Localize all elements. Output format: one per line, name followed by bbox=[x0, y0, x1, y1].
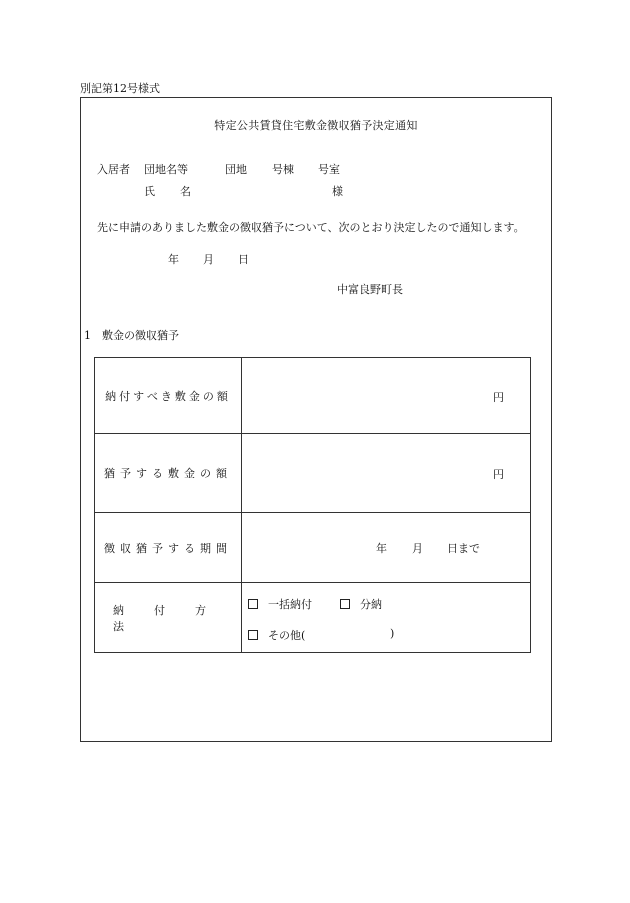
date-month-label: 月 bbox=[203, 253, 214, 266]
payable-amount-unit: 円 bbox=[493, 391, 504, 404]
table-row-deferred-amount bbox=[95, 434, 530, 513]
option-installment-label: 分納 bbox=[360, 598, 382, 611]
date-year-label: 年 bbox=[168, 253, 179, 266]
table-row-deferral-period bbox=[95, 513, 530, 583]
issuer-name: 中富良野町長 bbox=[337, 283, 403, 296]
notice-title: 特定公共賃貸住宅敷金徴収猶予決定通知 bbox=[214, 119, 418, 132]
period-year-label: 年 bbox=[376, 542, 387, 555]
name-label-mei: 名 bbox=[180, 185, 191, 198]
table-row-payment-method bbox=[95, 583, 530, 652]
deferred-amount-unit: 円 bbox=[493, 468, 504, 481]
option-lump-sum-label: 一括納付 bbox=[268, 598, 312, 611]
danchi-name-label: 団地名等 bbox=[144, 163, 188, 176]
room-label: 号室 bbox=[318, 163, 340, 176]
checkbox-installment[interactable] bbox=[340, 599, 350, 609]
option-lump-sum[interactable] bbox=[248, 596, 312, 612]
checkbox-other[interactable] bbox=[248, 630, 258, 640]
row-label-deferral-period: 徴収猶予する期間 bbox=[104, 541, 232, 555]
option-other-close-paren: ) bbox=[390, 627, 395, 640]
honorific-sama: 様 bbox=[332, 185, 343, 198]
date-day-label: 日 bbox=[238, 253, 249, 266]
period-until-label: 日まで bbox=[447, 542, 480, 555]
danchi-label: 団地 bbox=[225, 163, 247, 176]
row-label-deferred-amount: 猶予する敷金の額 bbox=[104, 467, 232, 480]
name-label-shi: 氏 bbox=[144, 185, 155, 198]
deferral-table bbox=[94, 357, 531, 653]
section-title: 1 敷金の徴収猶予 bbox=[84, 329, 179, 342]
building-label: 号棟 bbox=[272, 163, 294, 176]
resident-label: 入居者 bbox=[97, 163, 130, 176]
row-label-payable-amount: 納付すべき敷金の額 bbox=[105, 389, 231, 403]
checkbox-lump-sum[interactable] bbox=[248, 599, 258, 609]
table-row-payable-amount bbox=[95, 358, 530, 434]
form-number-label: 別記第12号様式 bbox=[80, 82, 160, 95]
period-month-label: 月 bbox=[412, 542, 423, 555]
option-installment[interactable] bbox=[340, 596, 382, 612]
row-label-payment-method: 納付方法 bbox=[113, 603, 236, 633]
notice-body-text: 先に申請のありました敷金の徴収猶予について、次のとおり決定したので通知します。 bbox=[97, 221, 525, 234]
option-other-label: その他( bbox=[268, 629, 306, 642]
option-other[interactable] bbox=[248, 627, 305, 643]
